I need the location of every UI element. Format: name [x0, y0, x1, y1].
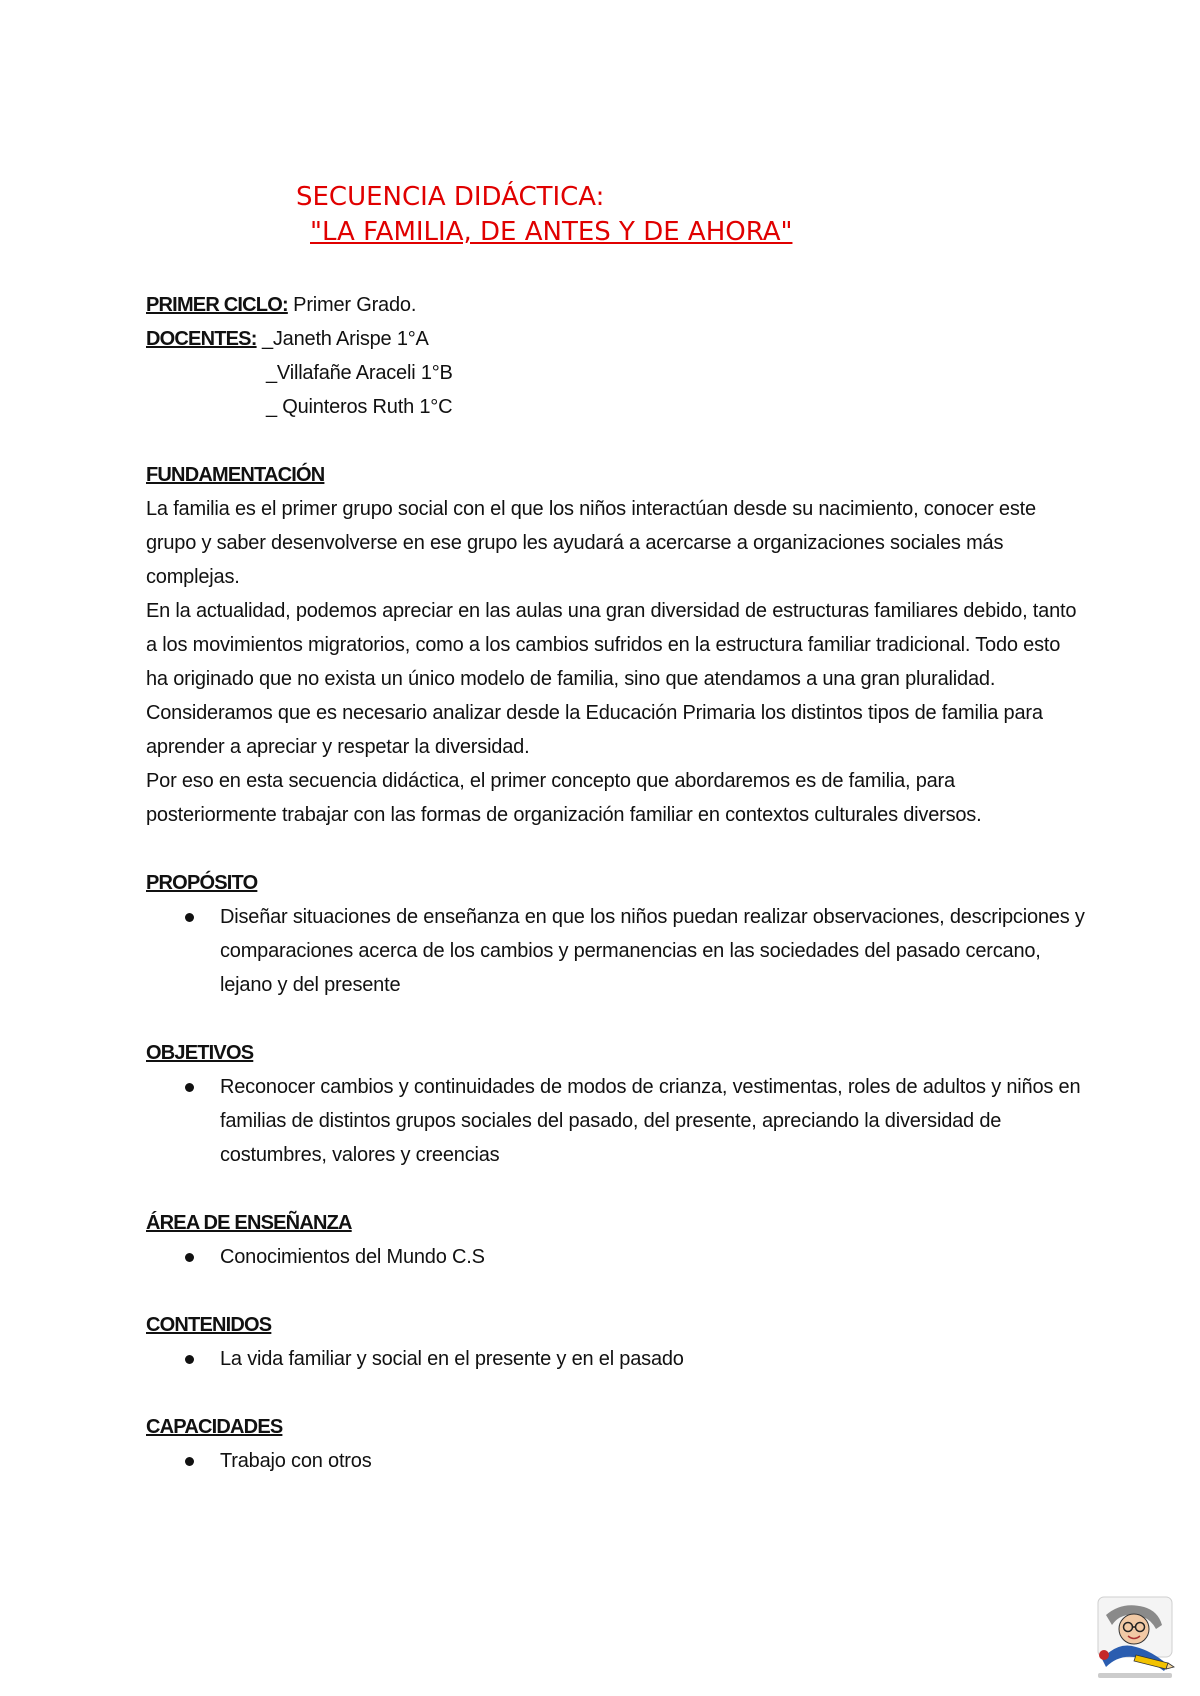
fundamentacion-heading: FUNDAMENTACIÓN — [146, 464, 325, 486]
docente-2: _Villafañe Araceli 1°B — [266, 362, 453, 384]
list-item — [146, 900, 1086, 1002]
list-item — [146, 1342, 1086, 1376]
ciclo-value: Primer Grado. — [287, 294, 417, 316]
list-item — [146, 1070, 1086, 1172]
fundamentacion-paragraph-1: La familia es el primer grupo social con el que los niños interactúan desde su nacimiento, conocer este grupo y saber desenvolverse en ese grupo les ayudará a acercarse a organizaciones sociales más complejas. — [146, 498, 1036, 588]
list-item — [146, 1444, 1086, 1478]
capacidades-item-text: Trabajo con otros — [220, 1450, 372, 1472]
docente-3: _ Quinteros Ruth 1°C — [266, 396, 453, 418]
section-fundamentacion — [146, 458, 1086, 832]
fundamentacion-paragraph-3: Por eso en esta secuencia didáctica, el primer concepto que abordaremos es de familia, para posteriormente trabajar con las formas de organización familiar en contextos culturales diversos. — [146, 770, 982, 826]
objetivos-item-text: Reconocer cambios y continuidades de modos de crianza, vestimentas, roles de adultos y niños en familias de distintos grupos sociales del pasado, del presente, apreciando la diversidad de costumbres, valores y creencias — [220, 1076, 1081, 1166]
bullet-icon — [185, 1253, 194, 1262]
area-list — [146, 1240, 1086, 1274]
bullet-icon — [185, 913, 194, 922]
section-contenidos — [146, 1308, 1086, 1376]
docentes-label: DOCENTES: — [146, 328, 257, 350]
bullet-icon — [185, 1355, 194, 1364]
document-body — [146, 288, 1086, 1478]
section-objetivos — [146, 1036, 1086, 1172]
proposito-item-text: Diseñar situaciones de enseñanza en que los niños puedan realizar observaciones, descripciones y comparaciones acerca de los cambios y permanencias en las sociedades del pasado cercano, lejano y del presente — [220, 906, 1085, 996]
objetivos-list — [146, 1070, 1086, 1172]
area-item-text: Conocimientos del Mundo C.S — [220, 1246, 485, 1268]
fundamentacion-paragraph-2: En la actualidad, podemos apreciar en las aulas una gran diversidad de estructuras familiares debido, tanto a los movimientos migratorios, como a los cambios sufridos en la estructura familiar tradicional. Todo esto ha originado que no exista un único modelo de familia, sino que atendamos a una gran pluralidad. Consideramos que es necesario analizar desde la Educación Primaria los distintos tipos de familia para aprender a apreciar y respetar la diversidad. — [146, 600, 1077, 758]
contenidos-item-text: La vida familiar y social en el presente y en el pasado — [220, 1348, 684, 1370]
section-proposito — [146, 866, 1086, 1002]
docente-1: _Janeth Arispe 1°A — [256, 328, 429, 350]
docentes-row — [146, 322, 1086, 356]
section-area — [146, 1206, 1086, 1274]
section-capacidades — [146, 1410, 1086, 1478]
ciclo-row — [146, 288, 1086, 322]
contenidos-heading: CONTENIDOS — [146, 1314, 272, 1336]
contenidos-list — [146, 1342, 1086, 1376]
document-title — [296, 180, 792, 250]
proposito-heading: PROPÓSITO — [146, 872, 258, 894]
proposito-list — [146, 900, 1086, 1002]
capacidades-heading: CAPACIDADES — [146, 1416, 283, 1438]
bullet-icon — [185, 1457, 194, 1466]
list-item — [146, 1240, 1086, 1274]
cartoon-teacher-logo-icon — [1092, 1595, 1178, 1681]
title-line-1: SECUENCIA DIDÁCTICA: — [296, 182, 605, 212]
bullet-icon — [185, 1083, 194, 1092]
area-heading: ÁREA DE ENSEÑANZA — [146, 1212, 352, 1234]
ciclo-label: PRIMER CICLO: — [146, 294, 288, 316]
title-line-2: "LA FAMILIA, DE ANTES Y DE AHORA" — [310, 217, 793, 247]
objetivos-heading: OBJETIVOS — [146, 1042, 254, 1064]
capacidades-list — [146, 1444, 1086, 1478]
